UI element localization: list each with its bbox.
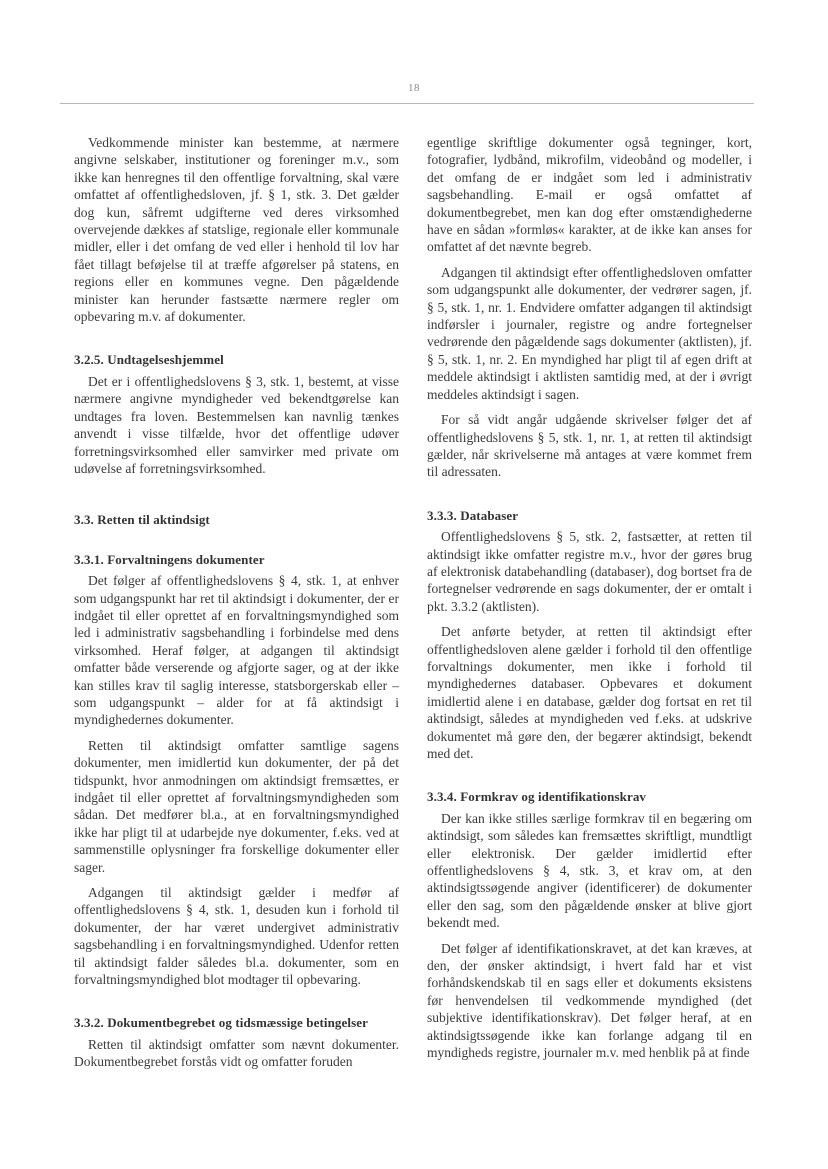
paragraph: Det følger af identifikationskravet, at det kan kræves, at den, der ønsker aktindsigt, i hvert fald har et vist forhåndskendskab til en sags eller et dokuments eksistens før henvendelsen til vedkommende myndighed (det subjektive identifikationskrav). Det følger heraf, at en aktindsigtssøgende ikke kan forlange adgang til en myndigheds registre, journaler m.v. med henblik på at finde bbox=[427, 940, 752, 1061]
section-heading-3-3-1: 3.3.1. Forvaltningens dokumenter bbox=[74, 551, 265, 567]
paragraph: Offentlighedslovens § 5, stk. 2, fastsætter, at retten til aktindsigt ikke omfatter registre m.v., hvor der gøres brug af elektronisk databehandling (databaser), dog bortset fra de fortegnelser vedrørende en sags dokumenter, der er omtalt i pkt. 3.3.2 (aktlisten). bbox=[427, 529, 752, 614]
section-heading-3-3-3: 3.3.3. Databaser bbox=[427, 507, 519, 523]
paragraph: Det er i offentlighedslovens § 3, stk. 1, bestemt, at visse nærmere angivne myndigheder ved bekendtgørelse kan undtages fra loven. Bestemmelsen kan navnlig tænkes anvendt i visse tilfælde, hvor det offentlige udøver forretningsvirksomhed eller samvirker med private om udøvelse af forretningsvirksomhed. bbox=[74, 373, 399, 476]
paragraph: For så vidt angår udgående skrivelser følger det af offentlighedslovens § 5, stk. 1, nr. 1, at retten til aktindsigt gælder, når skrivelserne må antages at være kommet frem til adressaten. bbox=[427, 412, 752, 480]
paragraph: Adgangen til aktindsigt efter offentlighedsloven omfatter som udgangspunkt alle dokumenter, der vedrører sagen, jf. § 5, stk. 1, nr. 1. Endvidere omfatter adgangen til aktindsigt indførsler i journaler, registre og andre fortegnelser vedrørende den pågældende sags dokumenter (aktlisten), jf. § 5, stk. 1, nr. 2. En myndighed har pligt til af egen drift at meddele aktindsigt i aktlisten samtidig med, at der i øvrigt meddeles aktindsigt i sagen. bbox=[427, 264, 752, 402]
paragraph: Det følger af offentlighedslovens § 4, stk. 1, at enhver som udgangspunkt har ret til aktindsigt i dokumenter, der er indgået til eller oprettet af en forvaltningsmyndighed som led i administrativ sagsbehandling i forbindelse med dens virksomhed. Heraf følger, at adgangen til aktindsigt omfatter både verserende og afgjorte sager, og at der ikke kan stilles krav til saglig interesse, statsborgerskab eller – som udgangspunkt – alder for at få aktindsigt i myndighedernes dokumenter. bbox=[74, 573, 399, 728]
section-heading-3-3-2: 3.3.2. Dokumentbegrebet og tidsmæssige betingelser bbox=[74, 1015, 368, 1031]
paragraph: Adgangen til aktindsigt gælder i medfør af offentlighedslovens § 4, stk. 1, desuden kun i forhold til dokumenter, der har været undergivet administrativ sagsbehandling i en forvaltningsmyndighed. Udenfor retten til aktindsigt falder således bl.a. dokumenter, som en forvaltningsmyndighed blot modtager til opbevaring. bbox=[74, 885, 399, 988]
paragraph: Der kan ikke stilles særlige formkrav til en begæring om aktindsigt, som således kan fremsættes skriftligt, mundtligt eller elektronisk. Der gælder imidlertid efter offentlighedslovens § 4, stk. 3, et krav om, at den aktindsigtssøgende angiver (identificerer) de dokumenter eller den sag, som den pågældende ønsker at blive gjort bekendt med. bbox=[427, 810, 752, 931]
paragraph: egentlige skriftlige dokumenter også tegninger, kort, fotografier, lydbånd, mikrofilm, videobånd og modeller, i det omfang de er indgået som led i administrativ sagsbehandling. E-mail er også omfattet af dokumentbegrebet, men kan dog efter omstændighederne have en sådan »formløs« karakter, at de ikke kan anses for omfattet af det nævnte begreb. bbox=[427, 135, 752, 255]
right-column bbox=[427, 134, 752, 1070]
header-rule bbox=[60, 103, 754, 104]
section-heading-3-2-5: 3.2.5. Undtagelseshjemmel bbox=[74, 352, 224, 368]
left-column bbox=[74, 134, 399, 1079]
paragraph: Retten til aktindsigt omfatter samtlige sagens dokumenter, men imidlertid kun dokumenter, der på det tidspunkt, hvor anmodningen om aktindsigt fremsættes, er indgået til eller oprettet af forvaltningsmyndigheden som sådan. Det medfører bl.a., at en forvaltningsmyndighed ikke har pligt til at udarbejde nye dokumenter, f.eks. ved at sammenstille oplysninger fra forskellige dokumenter eller sager. bbox=[74, 737, 399, 875]
section-heading-3-3: 3.3. Retten til aktindsigt bbox=[74, 512, 210, 528]
section-heading-3-3-4: 3.3.4. Formkrav og identifikationskrav bbox=[427, 789, 647, 805]
paragraph: Det anførte betyder, at retten til aktindsigt efter offentlighedsloven alene gælder i forhold til den offentlige forvaltnings dokumenter, men ikke i forhold til myndighedernes databaser. Opbevares et dokument imidlertid alene i en database, gælder dog fortsat en ret til aktindsigt, således at myndigheden ved f.eks. at udskrive dokumentet må gøre den, der begærer aktindsigt, bekendt med det. bbox=[427, 624, 752, 761]
page-number: 18 bbox=[408, 82, 420, 94]
paragraph: Retten til aktindsigt omfatter som nævnt dokumenter. Dokumentbegrebet forstås vidt og omfatter foruden bbox=[74, 1036, 399, 1070]
paragraph: Vedkommende minister kan bestemme, at nærmere angivne selskaber, institutioner og foreninger m.v., som ikke kan henregnes til den offentlige forvaltning, skal være omfattet af offentlighedsloven, jf. § 1, stk. 3. Det gælder dog kun, såfremt udgifterne ved deres virksomhed overvejende dækkes af statslige, regionale eller kommunale midler, eller i det omfang de ved eller i henhold til lov har fået tillagt beføjelse til at træffe afgørelser på statens, en regions eller en kommunes vegne. Den pågældende minister kan herunder fastsætte nærmere regler om opbevaring m.v. af dokumenter. bbox=[74, 135, 399, 325]
